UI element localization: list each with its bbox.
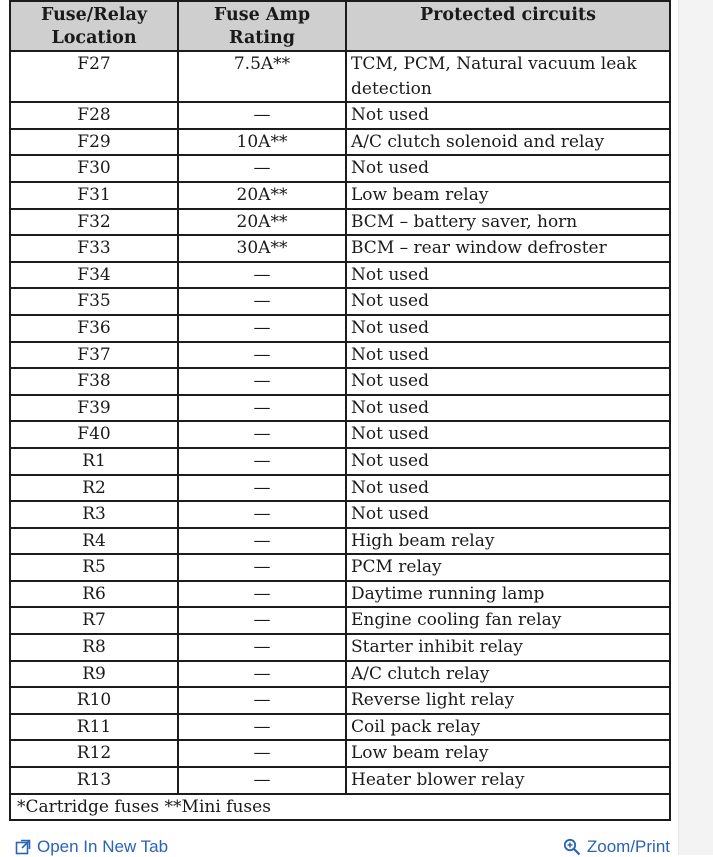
amp-rating-cell: —	[178, 102, 346, 129]
protected-circuit-cell: Daytime running lamp	[346, 581, 670, 608]
protected-circuit-cell: Not used	[346, 421, 670, 448]
amp-rating-cell: —	[178, 767, 346, 794]
amp-rating-cell: —	[178, 687, 346, 714]
protected-circuit-cell: Not used	[346, 155, 670, 182]
amp-rating-cell: —	[178, 155, 346, 182]
protected-circuit-cell: A/C clutch relay	[346, 661, 670, 688]
table-row	[10, 687, 670, 714]
right-scroll-gutter	[678, 0, 713, 855]
protected-circuit-cell: PCM relay	[346, 554, 670, 581]
fuse-location-cell: R6	[10, 581, 178, 608]
amp-rating-cell: 30A**	[178, 235, 346, 262]
fuse-location-cell: F33	[10, 235, 178, 262]
protected-circuit-cell: Reverse light relay	[346, 687, 670, 714]
protected-circuit-cell: Not used	[346, 475, 670, 502]
table-row	[10, 448, 670, 475]
table-row	[10, 714, 670, 741]
protected-circuit-cell: Not used	[346, 368, 670, 395]
header-amp-line1: Fuse Amp	[213, 5, 311, 25]
table-row	[10, 102, 670, 129]
table-row	[10, 528, 670, 555]
table-row	[10, 182, 670, 209]
protected-circuit-cell: Engine cooling fan relay	[346, 607, 670, 634]
amp-rating-cell: —	[178, 740, 346, 767]
table-row	[10, 209, 670, 236]
table-row	[10, 315, 670, 342]
header-location-line2: Location	[51, 28, 137, 48]
open-new-tab-link[interactable]	[15, 837, 168, 857]
fuse-location-cell: R3	[10, 501, 178, 528]
protected-circuit-cell: BCM – rear window defroster	[346, 235, 670, 262]
protected-circuit-cell: Starter inhibit relay	[346, 634, 670, 661]
footnote-row	[10, 794, 670, 821]
table-row	[10, 235, 670, 262]
amp-rating-cell: —	[178, 368, 346, 395]
fuse-location-cell: R5	[10, 554, 178, 581]
table-row	[10, 581, 670, 608]
amp-rating-cell: 20A**	[178, 182, 346, 209]
protected-circuit-cell: BCM – battery saver, horn	[346, 209, 670, 236]
header-amp-line2: Rating	[229, 28, 295, 48]
table-row	[10, 368, 670, 395]
protected-circuit-cell: Low beam relay	[346, 740, 670, 767]
protected-circuit-cell: Not used	[346, 288, 670, 315]
zoom-print-link[interactable]	[563, 837, 670, 857]
fuse-location-cell: F29	[10, 129, 178, 156]
amp-rating-cell: —	[178, 634, 346, 661]
protected-circuit-cell: Low beam relay	[346, 182, 670, 209]
table-row	[10, 288, 670, 315]
fuse-location-cell: R8	[10, 634, 178, 661]
protected-circuit-cell: Not used	[346, 501, 670, 528]
table-row	[10, 421, 670, 448]
table-row	[10, 554, 670, 581]
fuse-location-cell: F31	[10, 182, 178, 209]
table-row	[10, 501, 670, 528]
protected-circuit-cell: Coil pack relay	[346, 714, 670, 741]
header-location	[10, 1, 178, 51]
protected-circuit-cell: Not used	[346, 315, 670, 342]
protected-circuit-cell: Not used	[346, 102, 670, 129]
protected-circuit-cell: High beam relay	[346, 528, 670, 555]
fuse-location-cell: F36	[10, 315, 178, 342]
zoom-magnifier-icon	[563, 838, 581, 856]
table-row	[10, 661, 670, 688]
table-row	[10, 607, 670, 634]
fuse-location-cell: F28	[10, 102, 178, 129]
protected-circuit-cell: Heater blower relay	[346, 767, 670, 794]
table-row	[10, 342, 670, 369]
table-row	[10, 475, 670, 502]
table-row	[10, 262, 670, 289]
fuse-location-cell: F39	[10, 395, 178, 422]
amp-rating-cell: —	[178, 581, 346, 608]
fuse-location-cell: F40	[10, 421, 178, 448]
open-new-tab-icon	[15, 839, 31, 855]
amp-rating-cell: —	[178, 528, 346, 555]
fuse-location-cell: R2	[10, 475, 178, 502]
amp-rating-cell: —	[178, 607, 346, 634]
amp-rating-cell: 10A**	[178, 129, 346, 156]
amp-rating-cell: 7.5A**	[178, 51, 346, 102]
protected-circuit-cell: Not used	[346, 342, 670, 369]
fuse-location-cell: F35	[10, 288, 178, 315]
amp-rating-cell: —	[178, 714, 346, 741]
table-row	[10, 740, 670, 767]
table-row	[10, 51, 670, 102]
amp-rating-cell: —	[178, 421, 346, 448]
protected-circuit-cell: Not used	[346, 448, 670, 475]
fuse-location-cell: R13	[10, 767, 178, 794]
footnote-text: *Cartridge fuses **Mini fuses	[10, 794, 670, 821]
protected-circuit-cell: Not used	[346, 395, 670, 422]
fuse-location-cell: F34	[10, 262, 178, 289]
fuse-location-cell: F38	[10, 368, 178, 395]
table-row	[10, 395, 670, 422]
table-row	[10, 634, 670, 661]
amp-rating-cell: —	[178, 501, 346, 528]
fuse-location-cell: R12	[10, 740, 178, 767]
header-protected-circuits: Protected circuits	[346, 1, 670, 51]
amp-rating-cell: —	[178, 262, 346, 289]
header-amp-rating	[178, 1, 346, 51]
fuse-location-cell: R1	[10, 448, 178, 475]
fuse-location-cell: F27	[10, 51, 178, 102]
protected-circuit-cell: A/C clutch solenoid and relay	[346, 129, 670, 156]
table-row	[10, 767, 670, 794]
fuse-location-cell: R10	[10, 687, 178, 714]
amp-rating-cell: —	[178, 448, 346, 475]
protected-circuit-cell: TCM, PCM, Natural vacuum leak detection	[346, 51, 670, 102]
fuse-location-cell: F37	[10, 342, 178, 369]
amp-rating-cell: —	[178, 342, 346, 369]
table-row	[10, 155, 670, 182]
table-body	[10, 51, 670, 794]
fuse-location-cell: R11	[10, 714, 178, 741]
fuse-location-cell: R9	[10, 661, 178, 688]
fuse-location-cell: R4	[10, 528, 178, 555]
zoom-print-label: Zoom/Print	[586, 837, 670, 856]
amp-rating-cell: —	[178, 661, 346, 688]
header-row	[10, 1, 670, 51]
fuse-location-cell: F30	[10, 155, 178, 182]
amp-rating-cell: —	[178, 395, 346, 422]
table-row	[10, 129, 670, 156]
amp-rating-cell: —	[178, 315, 346, 342]
fuse-location-cell: R7	[10, 607, 178, 634]
open-new-tab-label: Open In New Tab	[37, 837, 169, 856]
fuse-table	[9, 0, 671, 821]
amp-rating-cell: —	[178, 475, 346, 502]
amp-rating-cell: —	[178, 288, 346, 315]
amp-rating-cell: 20A**	[178, 209, 346, 236]
header-location-line1: Fuse/Relay	[40, 5, 148, 25]
amp-rating-cell: —	[178, 554, 346, 581]
fuse-location-cell: F32	[10, 209, 178, 236]
link-bar	[15, 833, 670, 855]
protected-circuit-cell: Not used	[346, 262, 670, 289]
